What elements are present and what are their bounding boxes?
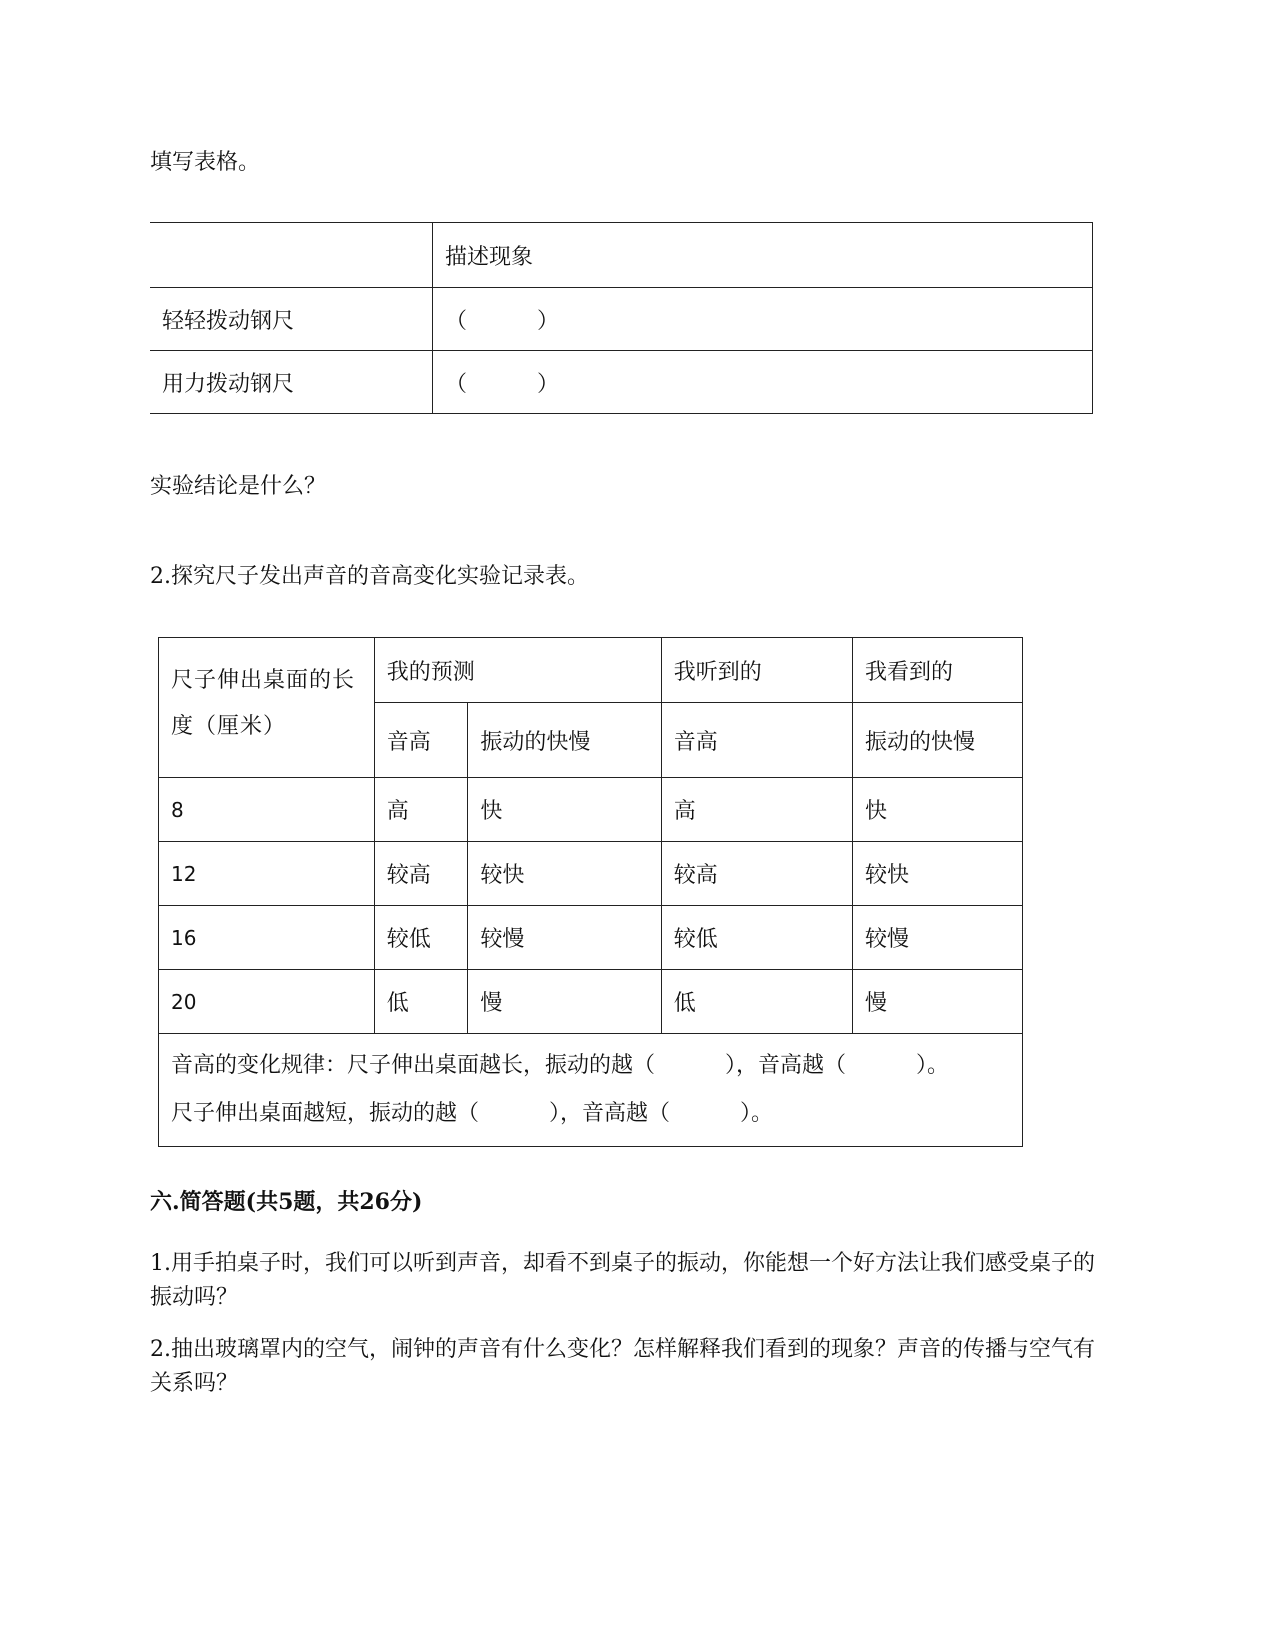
heard-pitch: 较高 [661,842,852,906]
table-row [159,778,1023,842]
rule-line-2 [171,1090,1010,1138]
seen-vibration: 慢 [853,970,1023,1034]
length-value: 12 [159,842,375,906]
length-value: 20 [159,970,375,1034]
heard-pitch: 较低 [661,906,852,970]
rule-cell [159,1034,1023,1147]
open-paren: （ [445,371,468,397]
row-label-light: 轻轻拨动钢尺 [150,288,433,351]
prediction-header: 我的预测 [374,638,661,703]
intro-text: 填写表格。 [150,150,261,175]
open-paren: （ [445,308,468,334]
sub-header-pitch: 音高 [661,703,852,778]
q2-title: 2.探究尺子发出声音的音高变化实验记录表。 [150,564,589,589]
rule-text: 尺子伸出桌面越短，振动的越（ [171,1101,480,1126]
sub-header-vibration: 振动的快慢 [853,703,1023,778]
section-6-title: 六.简答题(共5题，共26分) [150,1189,423,1215]
predicted-pitch: 较高 [374,842,468,906]
table-row [159,1034,1023,1147]
pitch-experiment-table [158,637,1023,1147]
rule-line-1 [171,1042,1010,1090]
conclusion-question: 实验结论是什么？ [150,474,327,499]
table-row [159,842,1023,906]
answer-blank[interactable] [433,351,1093,414]
sub-header-pitch: 音高 [374,703,468,778]
heard-pitch: 高 [661,778,852,842]
predicted-pitch: 较低 [374,906,468,970]
heard-pitch: 低 [661,970,852,1034]
table-row [150,288,1093,351]
table-row [159,906,1023,970]
phenomenon-table [150,222,1093,414]
row-label-strong: 用力拨动钢尺 [150,351,433,414]
length-value: 8 [159,778,375,842]
sub-header-vibration: 振动的快慢 [468,703,661,778]
table-row [159,970,1023,1034]
length-value: 16 [159,906,375,970]
predicted-vibration: 慢 [468,970,661,1034]
table-header-describe: 描述现象 [433,223,1093,288]
answer-blank[interactable] [433,288,1093,351]
predicted-pitch: 高 [374,778,468,842]
short-answer-question-1: 1.用手拍桌子时，我们可以听到声音，却看不到桌子的振动，你能想一个好方法让我们感受桌子的振动吗？ [150,1251,1095,1310]
seen-vibration: 快 [853,778,1023,842]
table-cell [150,223,433,288]
rule-text: ），音高越（ [725,1053,847,1078]
predicted-vibration: 较快 [468,842,661,906]
predicted-vibration: 较慢 [468,906,661,970]
close-paren: ） [537,308,560,334]
length-header: 尺子伸出桌面的长度（厘米） [159,638,375,778]
seen-vibration: 较快 [853,842,1023,906]
rule-text: 音高的变化规律：尺子伸出桌面越长，振动的越（ [171,1053,656,1078]
close-paren: ） [537,371,560,397]
predicted-pitch: 低 [374,970,468,1034]
table-row [159,638,1023,703]
heard-header: 我听到的 [661,638,852,703]
rule-text: ），音高越（ [549,1101,671,1126]
table-row [150,223,1093,288]
table-row [150,351,1093,414]
seen-header: 我看到的 [853,638,1023,703]
rule-text: ）。 [916,1053,950,1078]
rule-text: ）。 [740,1101,774,1126]
short-answer-question-2: 2.抽出玻璃罩内的空气，闹钟的声音有什么变化？怎样解释我们看到的现象？声音的传播与空气有关系吗？ [150,1337,1095,1396]
seen-vibration: 较慢 [853,906,1023,970]
predicted-vibration: 快 [468,778,661,842]
